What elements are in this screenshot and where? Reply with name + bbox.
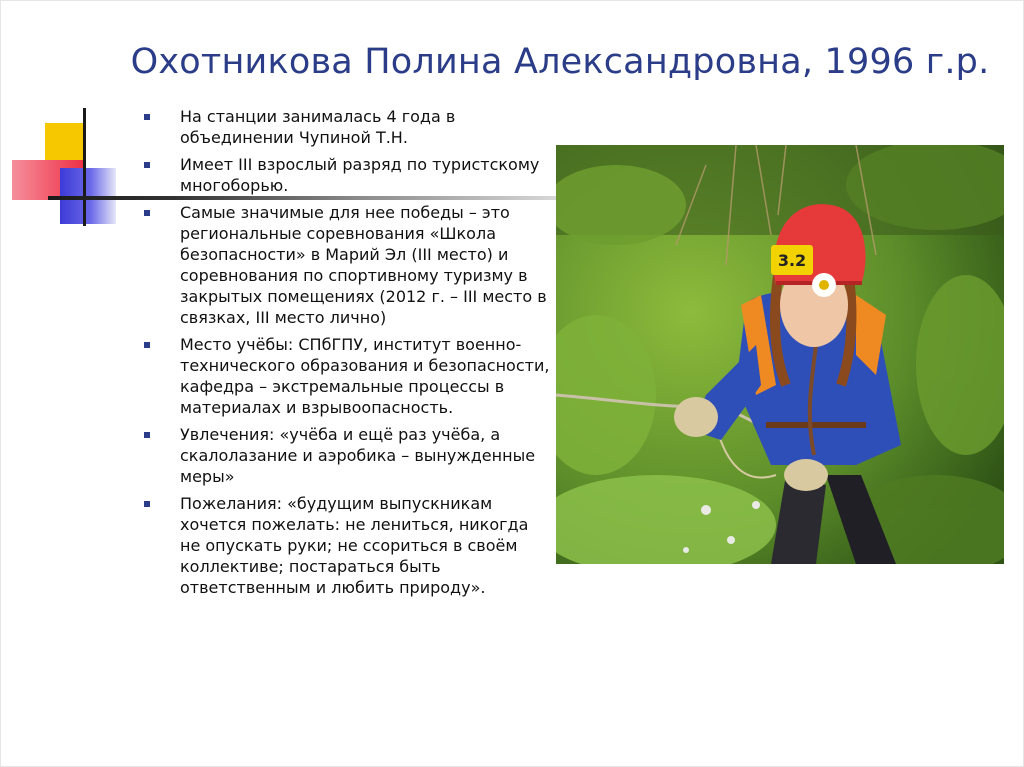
bullet-text: Место учёбы: СПбГПУ, институт военно-технического образования и безопасности, кафедра – экстремальные процессы в материалах и взрывоопасность. xyxy=(180,335,550,417)
square-bullet-icon xyxy=(144,432,150,438)
square-bullet-icon xyxy=(144,342,150,348)
list-item xyxy=(140,106,550,148)
bullet-text: Пожелания: «будущим выпускникам хочется пожелать: не лениться, никогда не опускать руки; не ссориться в своём коллективе; постараться быть ответственным и любить природу». xyxy=(180,494,529,597)
square-bullet-icon xyxy=(144,162,150,168)
bullet-text: Имеет III взрослый разряд по туристскому многоборью. xyxy=(180,155,540,195)
decorative-squares xyxy=(0,0,140,240)
list-item xyxy=(140,493,550,598)
list-item xyxy=(140,202,550,328)
bullet-text: На станции занималась 4 года в объединении Чупиной Т.Н. xyxy=(180,107,456,147)
bullet-list xyxy=(140,106,550,604)
bullet-text: Увлечения: «учёба и ещё раз учёба, а скалолазание и аэробика – вынужденные меры» xyxy=(180,425,536,486)
square-bullet-icon xyxy=(144,114,150,120)
climber-photo xyxy=(556,145,1004,564)
slide-title: Охотникова Полина Александровна, 1996 г.р. xyxy=(130,42,990,82)
square-bullet-icon xyxy=(144,501,150,507)
list-item xyxy=(140,424,550,487)
list-item xyxy=(140,154,550,196)
list-item xyxy=(140,334,550,418)
square-bullet-icon xyxy=(144,210,150,216)
bullet-text: Самые значимые для нее победы – это региональные соревнования «Школа безопасности» в Марий Эл (III место) и соревнования по спортивному туризму в закрытых помещениях (2012 г. – III место в связках, III место лично) xyxy=(180,203,547,327)
helmet-number: 3.2 xyxy=(777,251,807,270)
vertical-rule xyxy=(83,108,86,226)
climber-illustration xyxy=(556,145,1004,564)
daisy-icon xyxy=(812,273,836,297)
